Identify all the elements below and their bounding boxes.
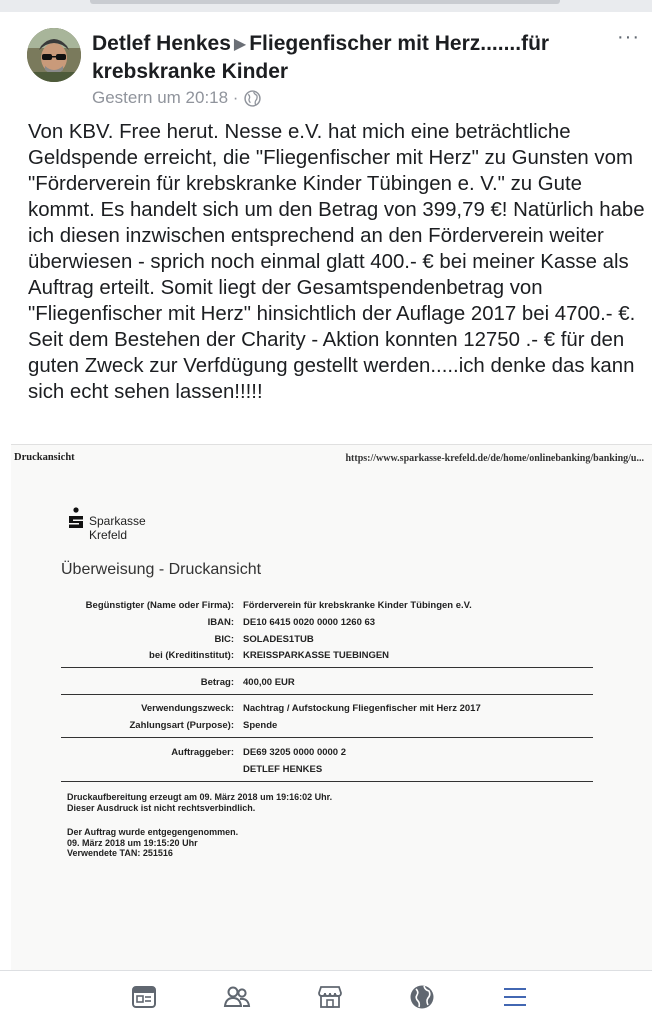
divider <box>61 694 593 695</box>
receipt-title: Überweisung - Druckansicht <box>61 561 262 578</box>
more-options-icon[interactable]: ··· <box>617 26 640 48</box>
order-note: Der Auftrag wurde entgegengenommen. 09. März 2018 um 19:15:20 Uhr Verwendete TAN: 251516 <box>67 827 239 858</box>
receipt-header-left: Druckansicht <box>14 452 75 463</box>
post-timestamp-row <box>92 88 261 108</box>
post-card <box>11 12 652 970</box>
marketplace-icon[interactable] <box>316 983 344 1011</box>
play-arrow-icon: ▶ <box>233 36 247 53</box>
public-globe-icon <box>244 90 261 107</box>
author-name[interactable]: Detlef Henkes <box>92 32 231 55</box>
globe-icon[interactable] <box>408 983 436 1011</box>
bottom-navigation <box>0 970 652 1024</box>
print-note: Druckaufbereitung erzeugt am 09. März 2018 um 19:16:02 Uhr. Dieser Ausdruck ist nicht rechtsverbindlich. <box>67 792 333 813</box>
divider <box>61 667 593 668</box>
divider <box>61 737 593 738</box>
menu-icon[interactable] <box>501 983 529 1011</box>
top-strip <box>0 0 652 12</box>
group-name[interactable]: Fliegenfischer mit Herz.......für krebskranke Kinder <box>92 32 550 83</box>
post-timestamp[interactable]: Gestern um 20:18 · <box>92 88 239 107</box>
avatar-image <box>27 28 81 82</box>
receipt-header-url: https://www.sparkasse-krefeld.de/de/home/onlinebanking/banking/u... <box>345 453 644 464</box>
divider <box>61 781 593 782</box>
bank-name: Sparkasse Krefeld <box>89 514 146 542</box>
friends-icon[interactable] <box>223 983 251 1011</box>
post-header-title <box>92 31 612 85</box>
sparkasse-logo-icon <box>67 507 85 535</box>
avatar[interactable] <box>27 28 81 82</box>
top-tab-edge <box>90 0 560 4</box>
news-feed-icon[interactable] <box>130 983 158 1011</box>
post-text: Von KBV. Free herut. Nesse e.V. hat mich eine beträchtliche Geldspende erreicht, die "Fliegenfischer mit Herz" zu Gunsten vom "Förderverein für krebskranke Kinder Tübingen e. V." zu Gute kommt. Es handelt sich um den Betrag von 399,79 €! Natürlich habe ich diesen inzwischen entsprechend an den Förderverein weiter überwiesen - sprich noch einmal glatt 400.- € bei meiner Kasse als Auftrag erteilt. Somit liegt der Gesamtspendenbetrag von "Fliegenfischer mit Herz" hinsichtlich der Auflage 2017 bei 4700.- €. Seit dem Bestehen der Charity - Aktion konnten 12750 .- € für den guten Zweck zur Verfdügung gestellt werden.....ich denke das kann sich echt sehen lassen!!!!! <box>28 121 645 403</box>
receipt-image[interactable]: Druckansicht https://www.sparkasse-krefeld.de/de/home/onlinebanking/banking/u... Sparkasse Krefeld Überweisung - Druckansicht Begünstigter (Name oder Firma): Förderverein für krebskranke Kinder Tübingen e.V. IBAN: DE10 6415 0020 0000 1260 63 BIC: SOLADES1TUB bei (Kreditinstitut): KREISSPARKASSE TUEBINGEN Betrag: 400,00 EUR Verwendungszweck: Nachtrag / Aufstockung Fliegenfischer mit Herz 2017 Zahlungsart (Purpose): Spende Auftraggeber: DE69 3205 0000 0000 2 DETLEF HENKES Druckaufbereitung erzeugt am 09. März 2018 um 19:16:02 Uhr. Dieser Ausdruck ist nicht rechtsverbindlich. Der Auftrag wurde entgegengenommen. 09. März 2018 um 19:15:20 Uhr Verwendete TAN: 251516 <box>11 444 652 970</box>
